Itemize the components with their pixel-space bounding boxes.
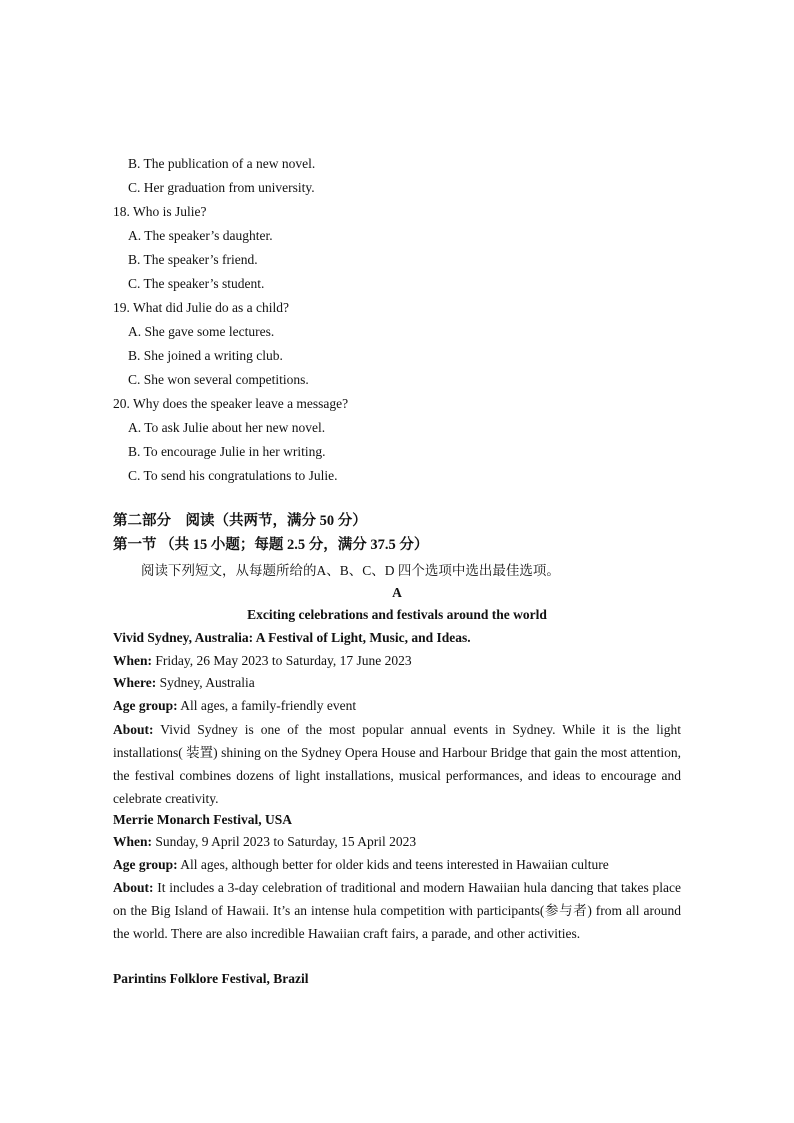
festival-age [113,856,609,874]
festival-about [113,876,681,945]
q20-option-c: C. To send his congratulations to Julie. [128,468,338,483]
festival-name: Parintins Folklore Festival, Brazil [113,971,309,986]
where-value: Sydney, Australia [156,675,255,690]
age-label: Age group: [113,698,178,713]
festival-about [113,718,681,810]
when-label: When: [113,834,153,849]
q18-option-a: A. The speaker’s daughter. [128,228,273,243]
q18-option-c: C. The speaker’s student. [128,276,265,291]
when-value: Sunday, 9 April 2023 to Saturday, 15 April 2023 [152,834,417,849]
q18-question: 18. Who is Julie? [113,204,207,219]
q20-option-b: B. To encourage Julie in her writing. [128,444,326,459]
age-label: Age group: [113,857,178,872]
q17-option-b: B. The publication of a new novel. [128,156,316,171]
festival-age [113,697,356,715]
section-title: 第一节 （共 15 小题；每题 2.5 分，满分 37.5 分） [113,537,429,553]
festival-when [113,833,416,851]
about-label: About: [113,722,154,737]
when-value: Friday, 26 May 2023 to Saturday, 17 June 2023 [152,653,412,668]
festival-when [113,652,412,670]
q19-question: 19. What did Julie do as a child? [113,300,289,315]
passage-letter: A [392,585,402,600]
passage-title: Exciting celebrations and festivals around the world [247,607,547,622]
q20-option-a: A. To ask Julie about her new novel. [128,420,326,435]
q20-question: 20. Why does the speaker leave a message? [113,396,349,411]
q19-option-b: B. She joined a writing club. [128,348,283,363]
festival-name: Merrie Monarch Festival, USA [113,812,292,827]
q17-option-c: C. Her graduation from university. [128,180,315,195]
age-value: All ages, a family-friendly event [177,698,357,713]
age-value: All ages, although better for older kids and teens interested in Hawaiian culture [177,857,609,872]
festival-where [113,674,255,692]
q18-option-b: B. The speaker’s friend. [128,252,258,267]
instruction: 阅读下列短文，从每题所给的A、B、C、D 四个选项中选出最佳选项。 [141,563,560,578]
about-text: Vivid Sydney is one of the most popular annual events in Sydney. While it is the light installations( 装置) shining on the Sydney Opera House and Harbour Bridge that gain the most attention, the festival combines dozens of light installations, musical performances, and ideas to encourage and celebrate creativity. [113,722,681,806]
where-label: Where: [113,675,157,690]
festival-name: Vivid Sydney, Australia: A Festival of Light, Music, and Ideas. [113,630,471,645]
part-title: 第二部分 阅读（共两节，满分 50 分） [113,513,367,529]
q19-option-c: C. She won several competitions. [128,372,309,387]
about-label: About: [113,880,154,895]
q19-option-a: A. She gave some lectures. [128,324,275,339]
when-label: When: [113,653,153,668]
about-text: It includes a 3-day celebration of traditional and modern Hawaiian hula dancing that takes place on the Big Island of Hawaii. It’s an intense hula competition with participants(参与者) from all around the world. There are also incredible Hawaiian craft fairs, a parade, and other activities. [113,880,681,941]
